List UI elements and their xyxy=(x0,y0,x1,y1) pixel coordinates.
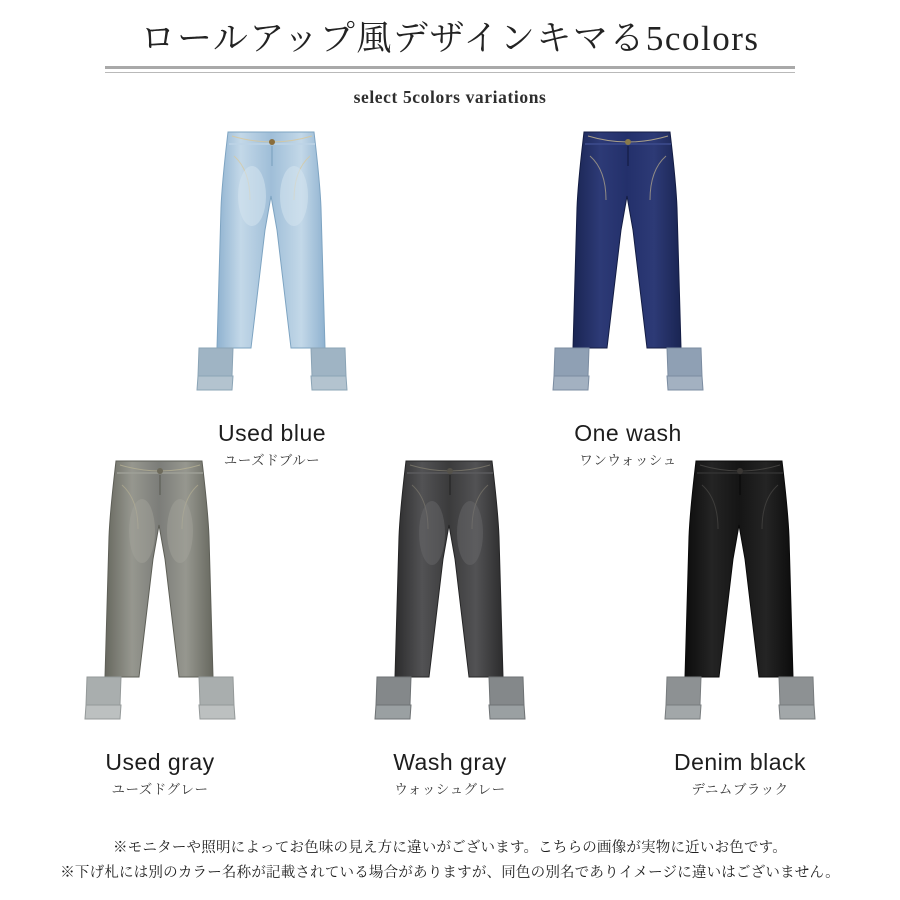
product-name-en: Wash gray xyxy=(393,749,507,775)
product-name-jp: デニムブラック xyxy=(691,782,789,798)
jeans-image-denim-black xyxy=(640,455,840,743)
jeans-image-one-wash xyxy=(528,126,728,414)
divider-thin xyxy=(105,72,795,73)
jeans-image-used-gray xyxy=(60,455,260,743)
note-tag-color-name: ※下げ札には別のカラー名称が記載されている場合がありますが、同色の別名でありイメージに違いはございません。 xyxy=(60,865,840,882)
product-labels-used-gray xyxy=(105,749,214,798)
page-header xyxy=(0,18,900,108)
footer-notes xyxy=(0,836,900,887)
product-name-en: Used blue xyxy=(217,420,327,446)
product-name-en: Denim black xyxy=(673,749,807,775)
product-item-denim-black[interactable] xyxy=(615,455,865,798)
product-name-jp: ワンウォッシュ xyxy=(579,453,677,469)
page-subtitle: select 5colors variations xyxy=(353,87,547,107)
product-row-top xyxy=(0,126,900,469)
product-item-wash-gray[interactable] xyxy=(325,455,575,798)
product-labels-wash-gray xyxy=(393,749,507,798)
note-monitor-color: ※モニターや照明によってお色味の見え方に違いがございます。こちらの画像が実物に近いお色です。 xyxy=(113,840,787,856)
product-item-used-blue[interactable] xyxy=(147,126,397,469)
jeans-image-wash-gray xyxy=(350,455,550,743)
jeans-image-used-blue xyxy=(172,126,372,414)
page-title: ロールアップ風デザインキマる5colors xyxy=(140,19,760,58)
title-divider xyxy=(105,66,795,73)
product-item-one-wash[interactable] xyxy=(503,126,753,469)
product-item-used-gray[interactable] xyxy=(35,455,285,798)
divider-thick xyxy=(105,66,795,69)
product-name-en: One wash xyxy=(574,420,682,446)
product-row-bottom xyxy=(0,455,900,798)
product-name-jp: ウォッシュグレー xyxy=(394,782,506,798)
product-name-jp: ユーズドブルー xyxy=(223,453,321,469)
product-labels-denim-black xyxy=(674,749,806,798)
product-name-en: Used gray xyxy=(105,749,215,775)
product-name-jp: ユーズドグレー xyxy=(111,782,209,798)
